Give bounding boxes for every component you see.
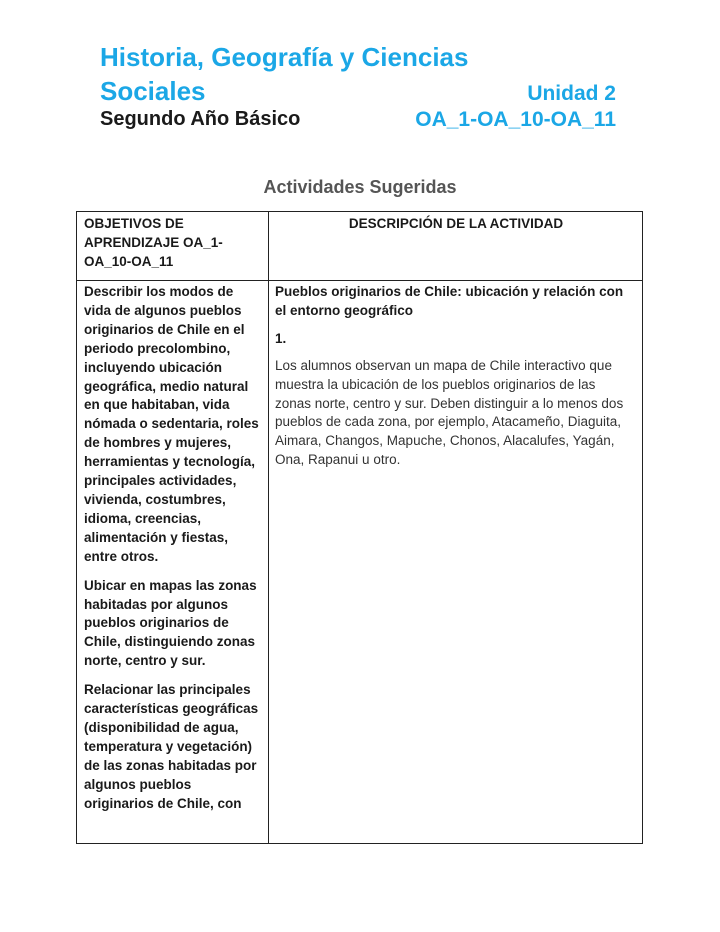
oa-codes-label: OA_1-OA_10-OA_11 (415, 108, 616, 131)
section-title: Actividades Sugeridas (263, 177, 457, 197)
objective-item: Ubicar en mapas las zonas habitadas por algunos pueblos originarios de Chile, distinguiendo zonas norte, centro y sur. (84, 577, 257, 669)
unit-label: Unidad 2 (527, 82, 616, 105)
activities-table (76, 211, 643, 844)
activity-description: Los alumnos observan un mapa de Chile interactivo que muestra la ubicación de los pueblos originarios de las zonas norte, centro y sur. Deben distinguir a lo menos dos pueblos de cada zona, por ejemplo, Atacameño, Diaguita, Aimara, Changos, Mapuche, Chonos, Alacalufes, Yagán, Ona, Rapanui u otro. (275, 357, 624, 468)
objectives-header: OBJETIVOS DE APRENDIZAJE OA_1-OA_10-OA_11 (84, 216, 223, 269)
objectives-cell (84, 283, 262, 823)
activity-title: Pueblos originarios de Chile: ubicación y relación con el entorno geográfico (275, 284, 624, 318)
table-header-divider (77, 280, 642, 281)
grade-label: Segundo Año Básico (100, 108, 301, 130)
activity-number: 1. (275, 330, 287, 346)
activity-cell (275, 283, 635, 470)
objective-item: Describir los modos de vida de algunos pueblos originarios de Chile en el periodo precolombino, incluyendo ubicación geográfica, medio natural en que habitaban, vida nómada o sedentaria, roles de hombres y mujeres, herramientas y tecnología, principales actividades, vivienda, costumbres, idioma, creencias, alimentación y fiestas, entre otros. (84, 284, 259, 564)
description-header: DESCRIPCIÓN DE LA ACTIVIDAD (348, 216, 564, 231)
table-column-divider (268, 212, 269, 843)
page-title-line-1: Historia, Geografía y Ciencias (100, 42, 469, 72)
page-title-line-2: Sociales (100, 76, 206, 106)
objective-item: Relacionar las principales características geográficas (disponibilidad de agua, temperatura y vegetación) de las zonas habitadas por algunos pueblos originarios de Chile, con (84, 682, 259, 811)
